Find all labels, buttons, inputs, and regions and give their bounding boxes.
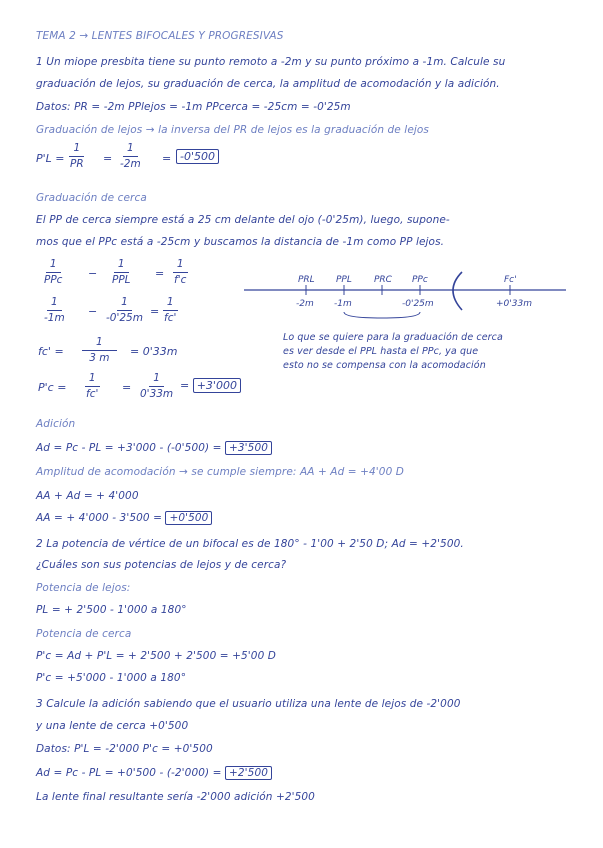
amplitude-line-2: [36, 512, 212, 524]
eq4-num: 1: [85, 372, 100, 387]
near-text-line-2: mos que el PPc está a -25cm y buscamos la distancia de -1m como PP lejos.: [36, 236, 445, 248]
ex2-statement-line-1: 2 La potencia de vértice de un bifocal es de 180° - 1'00 + 2'50 D; Ad = +2'500.: [36, 538, 464, 550]
far-result-wrap: [176, 150, 219, 163]
far-equals-2: =: [162, 152, 172, 165]
eq1-frac-a: [40, 258, 66, 287]
ex2-statement-line-2: ¿Cuáles son sus potencias de lejos y de cerca?: [36, 559, 287, 571]
amplitude-line-1: AA + Ad = + 4'000: [36, 490, 139, 502]
eq4-frac-a: [82, 372, 102, 401]
far-fraction-2-num: 1: [123, 142, 138, 157]
eq4-result-wrap: [180, 379, 241, 392]
eq4-den2: 0'33m: [140, 388, 174, 400]
far-fraction-den: PR: [70, 158, 84, 170]
ex1-data-line: Datos: PR = -2m PPlejos = -1m PPcerca = -25cm = -0'25m: [36, 101, 351, 113]
eq2-minus: −: [88, 305, 98, 318]
near-graduation-heading: Graduación de cerca: [36, 192, 147, 204]
far-lhs: P'L =: [36, 152, 65, 165]
ex3-data-line: Datos: P'L = -2'000 P'c = +0'500: [36, 743, 213, 755]
diagram-note-line-2: es ver desde el PPL hasta el PPc, ya que: [283, 346, 479, 357]
eq2-c-num: 1: [163, 296, 178, 311]
amplitude-heading: Amplitud de acomodación → se cumple siempre: AA + Ad = +4'00 D: [36, 466, 404, 478]
eq1-equals: =: [155, 267, 165, 280]
ex3-statement-line-1: 3 Calcule la adición sabiendo que el usuario utiliza una lente de lejos de -2'000: [36, 698, 461, 710]
eq2-frac-b: [102, 296, 147, 325]
ex2-near-heading: Potencia de cerca: [36, 628, 132, 640]
eq4-lhs: P'c =: [38, 381, 67, 394]
eq4-den: fc': [86, 388, 99, 400]
diagram-label-ppc: PPc: [412, 275, 428, 285]
eq2-b-den: -0'25m: [106, 312, 143, 324]
eq2-a-den: -1m: [44, 312, 65, 324]
eq4-frac-b: [136, 372, 177, 401]
eq3-lhs: fc' =: [38, 345, 64, 358]
eq1-a-num: 1: [46, 258, 61, 273]
diagram-value-prl: -2m: [296, 299, 314, 309]
far-fraction-num: 1: [69, 142, 84, 157]
ex3-addition-equation: Ad = Pc - PL = +0'500 - (-2'000) =: [36, 767, 222, 779]
eq2-equals: =: [150, 305, 160, 318]
ex3-statement-line-2: y una lente de cerca +0'500: [36, 720, 189, 732]
eq4-result-equals: =: [180, 379, 190, 392]
far-fraction-2-den: -2m: [120, 158, 141, 170]
eq1-frac-c: [170, 258, 190, 287]
eq2-a-num: 1: [47, 296, 62, 311]
ex3-conclusion: La lente final resultante sería -2'000 adición +2'500: [36, 791, 315, 803]
diagram-note-line-3: esto no se compensa con la acomodación: [283, 360, 486, 371]
ex2-far-value: PL = + 2'500 - 1'000 a 180°: [36, 604, 187, 616]
eq2-frac-a: [40, 296, 69, 325]
eq3-num: 1: [82, 336, 117, 351]
addition-result-box: +3'500: [225, 441, 272, 455]
range-brace: [344, 312, 420, 318]
eq1-b-num: 1: [114, 258, 129, 273]
diagram-label-ppl: PPL: [336, 275, 352, 285]
diagram-label-prl: PRL: [298, 275, 315, 285]
eq2-b-num: 1: [117, 296, 132, 311]
eq3-den: 3 m: [89, 352, 110, 364]
eq4-equals: =: [122, 381, 132, 394]
eq4-num2: 1: [149, 372, 164, 387]
ex1-statement-line-1: 1 Un miope presbita tiene su punto remoto a -2m y su punto próximo a -1m. Calcule su: [36, 56, 506, 68]
far-equals: =: [103, 152, 113, 165]
eq1-c-num: 1: [173, 258, 188, 273]
eq1-a-den: PPc: [44, 274, 63, 286]
eq2-frac-c: [160, 296, 180, 325]
eq1-minus: −: [88, 267, 98, 280]
far-graduation-heading: Graduación de lejos → la inversa del PR de lejos es la graduación de lejos: [36, 124, 429, 136]
diagram-label-fc: Fc': [504, 275, 517, 285]
eq3-rhs: = 0'33m: [130, 345, 178, 358]
diagram-label-prc: PRC: [374, 275, 392, 285]
ex2-near-line-1: P'c = Ad + P'L = + 2'500 + 2'500 = +5'00 D: [36, 650, 276, 662]
addition-equation: Ad = Pc - PL = +3'000 - (-0'500) =: [36, 442, 222, 454]
ex3-addition-line: [36, 767, 272, 779]
eq1-frac-b: [108, 258, 135, 287]
far-result-box: -0'500: [176, 149, 219, 164]
far-fraction: [66, 142, 88, 171]
eq1-b-den: PPL: [112, 274, 131, 286]
amplitude-equation: AA = + 4'000 - 3'500 =: [36, 512, 162, 524]
ex2-near-line-2: P'c = +5'000 - 1'000 a 180°: [36, 672, 187, 684]
ex1-statement-line-2: graduación de lejos, su graduación de cerca, la amplitud de acomodación y la adición.: [36, 78, 500, 90]
diagram-value-ppl: -1m: [334, 299, 352, 309]
ex3-addition-result-box: +2'500: [225, 766, 272, 780]
optical-axis-diagram: [240, 270, 570, 330]
eq1-c-den: f'c: [174, 274, 187, 286]
diagram-value-ppc: -0'25m: [402, 299, 434, 309]
diagram-note-line-1: Lo que se quiere para la graduación de cerca: [283, 332, 503, 343]
diagram-value-fc: +0'33m: [496, 299, 532, 309]
page-title: TEMA 2 → LENTES BIFOCALES Y PROGRESIVAS: [36, 30, 284, 42]
eq3-frac: [82, 336, 117, 365]
near-text-line-1: El PP de cerca siempre está a 25 cm delante del ojo (-0'25m), luego, supone-: [36, 214, 450, 226]
lens-curve: [453, 272, 462, 310]
far-fraction-2: [116, 142, 145, 171]
addition-line: [36, 442, 272, 454]
ex2-far-heading: Potencia de lejos:: [36, 582, 131, 594]
eq4-result-box: +3'000: [193, 378, 241, 393]
amplitude-result-box: +0'500: [165, 511, 212, 525]
eq2-c-den: fc': [164, 312, 177, 324]
addition-heading: Adición: [36, 418, 76, 430]
